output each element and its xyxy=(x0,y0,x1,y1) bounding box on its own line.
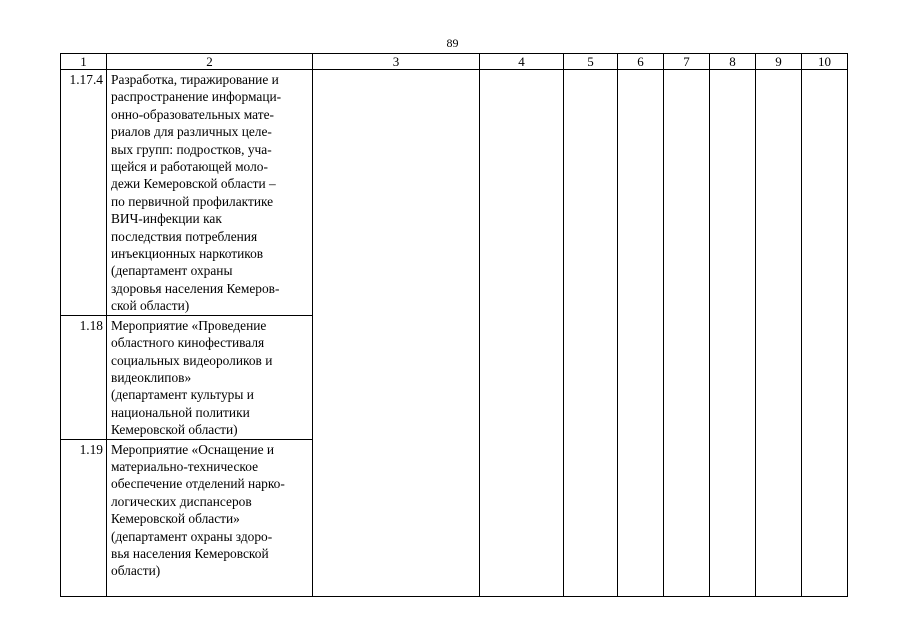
description-line: (департамент охраны здоро- xyxy=(111,528,273,544)
description-line: области) xyxy=(111,563,161,579)
description-line: вья населения Кемеровской xyxy=(111,545,269,561)
column-header: 8 xyxy=(710,54,756,70)
description-line: Кемеровской области» xyxy=(111,511,240,527)
column-header: 9 xyxy=(756,54,802,70)
description-line: Мероприятие «Оснащение и xyxy=(111,441,275,457)
description-line: вых групп: подростков, уча- xyxy=(111,141,272,157)
description-line: национальной политики xyxy=(111,404,250,420)
description-line: Мероприятие «Проведение xyxy=(111,317,267,333)
empty-cell xyxy=(480,70,564,597)
column-header: 5 xyxy=(564,54,618,70)
empty-cell xyxy=(618,70,664,597)
column-header: 1 xyxy=(61,54,107,70)
description-line: распространение информаци- xyxy=(111,89,282,105)
row-description xyxy=(107,439,313,596)
row-description xyxy=(107,315,313,439)
description-line: ВИЧ-инфекции как xyxy=(111,211,222,227)
page-number: 89 xyxy=(446,36,459,50)
empty-cell xyxy=(664,70,710,597)
empty-cell xyxy=(802,70,848,597)
description-line: (департамент культуры и xyxy=(111,387,254,403)
empty-cell xyxy=(313,70,480,597)
description-line: Кемеровской области) xyxy=(111,422,238,438)
table-row xyxy=(61,70,848,316)
description-line: социальных видеороликов и xyxy=(111,352,273,368)
description-line: областного кинофестиваля xyxy=(111,335,265,351)
description-line: обеспечение отделений нарко- xyxy=(111,476,285,492)
row-number: 1.17.4 xyxy=(61,70,107,316)
program-table xyxy=(60,53,848,597)
description-line: последствия потребления xyxy=(111,228,258,244)
description-line: материально-техническое xyxy=(111,458,259,474)
empty-cell xyxy=(564,70,618,597)
description-line: риалов для различных целе- xyxy=(111,124,272,140)
empty-cell xyxy=(756,70,802,597)
description-line: видеоклипов» xyxy=(111,369,192,385)
column-header: 2 xyxy=(107,54,313,70)
description-line: здоровья населения Кемеров- xyxy=(111,280,280,296)
column-header: 10 xyxy=(802,54,848,70)
column-header: 4 xyxy=(480,54,564,70)
empty-cell xyxy=(710,70,756,597)
description-line: онно-образовательных мате- xyxy=(111,106,275,122)
description-line: по первичной профилактике xyxy=(111,193,274,209)
row-description xyxy=(107,70,313,316)
column-header: 7 xyxy=(664,54,710,70)
column-header: 6 xyxy=(618,54,664,70)
description-line: Разработка, тиражирование и xyxy=(111,72,279,87)
description-line: ской области) xyxy=(111,298,190,314)
row-number: 1.19 xyxy=(61,439,107,596)
header-row xyxy=(61,54,848,70)
description-line: (департамент охраны xyxy=(111,263,233,279)
description-line: логических диспансеров xyxy=(111,493,252,509)
description-line: дежи Кемеровской области – xyxy=(111,176,276,192)
description-line: щейся и работающей моло- xyxy=(111,159,268,175)
description-line: инъекционных наркотиков xyxy=(111,246,264,262)
column-header: 3 xyxy=(313,54,480,70)
row-number: 1.18 xyxy=(61,315,107,439)
